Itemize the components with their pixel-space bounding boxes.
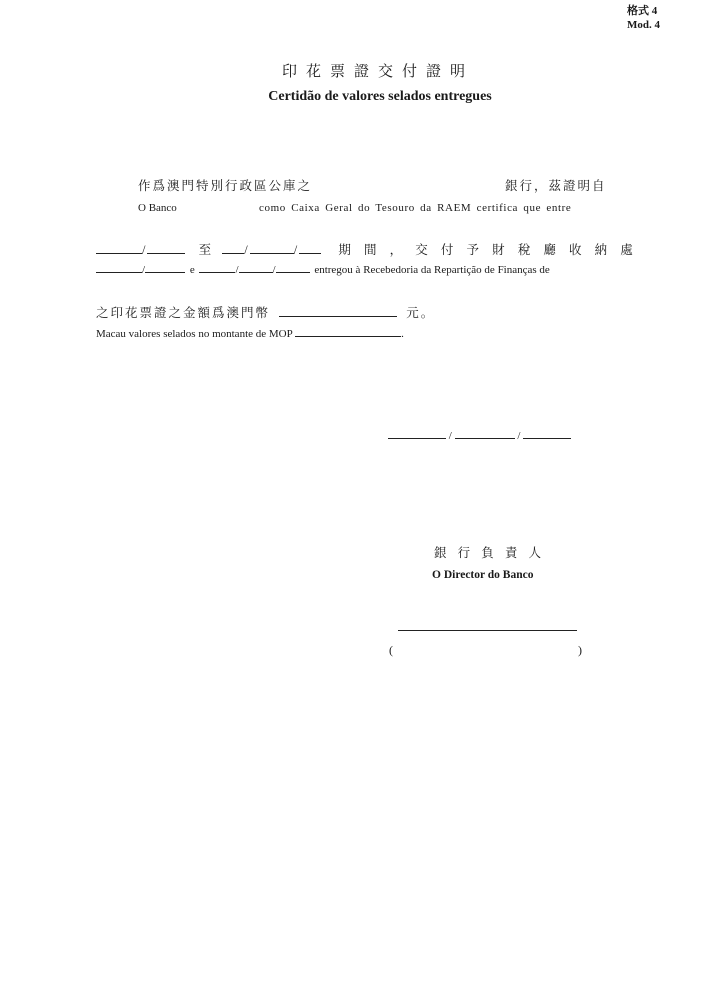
date-blank[interactable]: [199, 262, 235, 273]
para2-zh-to: 至: [198, 243, 214, 257]
para3-zh-unit: 元。: [406, 306, 436, 320]
date-blank[interactable]: [250, 243, 294, 254]
date-separator: /: [235, 264, 239, 276]
para3-pt-line: [96, 326, 404, 340]
para2-zh-line: [96, 240, 638, 258]
para2-pt-text: entregou à Recebedoria da Repartição de Finanças de: [314, 264, 550, 276]
para3-pt-end: .: [401, 328, 404, 340]
date-separator: /: [272, 264, 276, 276]
date-separator: /: [142, 243, 148, 257]
para3-pt-text: Macau valores selados no montante de MOP: [96, 328, 293, 340]
form-code-zh: 格式 4: [627, 5, 658, 17]
date-blank[interactable]: [222, 243, 244, 254]
date-separator: /: [244, 243, 250, 257]
date-separator: /: [142, 264, 146, 276]
date-blank[interactable]: [455, 428, 515, 439]
date-separator: /: [517, 430, 521, 442]
name-field[interactable]: [400, 642, 570, 658]
signature-title-pt: O Director do Banco: [432, 569, 534, 581]
name-paren-open: (: [389, 643, 393, 657]
signature-line[interactable]: [398, 630, 577, 631]
para1-zh-left: 作爲澳門特別行政區公庫之: [138, 179, 313, 193]
para1-pt-right: como Caixa Geral do Tesouro da RAEM certifica que entre: [259, 202, 572, 214]
date-blank[interactable]: [388, 428, 446, 439]
date-blank[interactable]: [96, 243, 142, 254]
form-code-pt: Mod. 4: [627, 19, 660, 31]
amount-blank-zh[interactable]: [279, 306, 397, 317]
para2-zh-text: 期 間 ， 交 付 予 財 稅 廳 收 納 處: [338, 243, 638, 257]
form-code: [627, 4, 660, 32]
para3-zh-line: [96, 303, 435, 321]
date-blank[interactable]: [276, 262, 310, 273]
title-chinese: 印花票證交付證明: [281, 64, 474, 80]
date-blank[interactable]: [523, 428, 571, 439]
title-portuguese: Certidão de valores selados entregues: [268, 89, 492, 104]
date-line: [388, 428, 571, 442]
name-paren-close: ): [578, 643, 582, 657]
date-blank[interactable]: [239, 262, 273, 273]
date-separator: /: [448, 430, 452, 442]
para2-pt-and: e: [189, 264, 195, 276]
date-separator: /: [293, 243, 300, 257]
date-blank[interactable]: [145, 262, 185, 273]
para1-zh-right: 銀行，茲證明自: [505, 179, 607, 193]
date-blank[interactable]: [299, 243, 321, 254]
para1-pt-left: O Banco: [138, 202, 177, 214]
para2-pt-line: [96, 262, 550, 276]
date-blank[interactable]: [96, 262, 142, 273]
date-blank[interactable]: [147, 243, 185, 254]
para3-zh-text: 之印花票證之金額爲澳門幣: [96, 306, 271, 320]
amount-blank-pt[interactable]: [295, 326, 401, 337]
signature-title-zh: 銀 行 負 責 人: [434, 546, 546, 560]
